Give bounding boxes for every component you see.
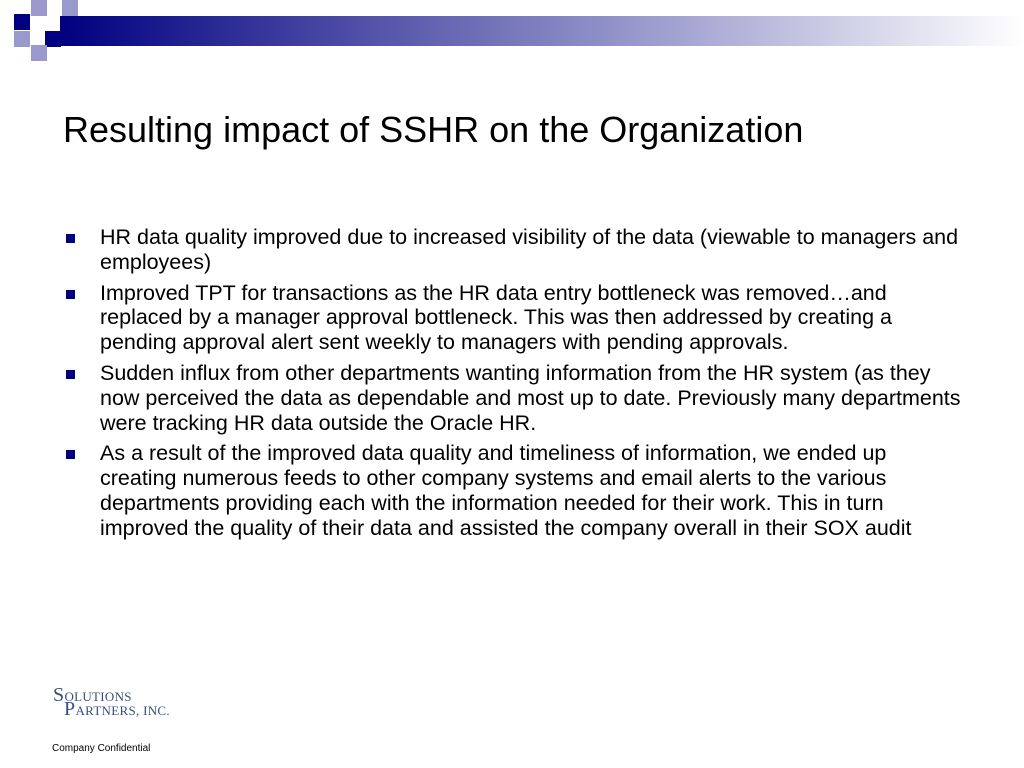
bullet-item (64, 225, 964, 275)
bullet-item (64, 361, 964, 435)
square-bullet-icon (66, 370, 75, 379)
header-square-light-2 (62, 0, 78, 16)
logo-text-partners: ARTNERS, INC. (75, 703, 170, 718)
header-square-dark-1 (14, 14, 30, 30)
square-bullet-icon (66, 234, 75, 243)
bullet-item (64, 281, 964, 355)
logo-initial-s: S (53, 684, 65, 706)
logo-initial-p: P (64, 698, 76, 720)
bullet-text: Improved TPT for transactions as the HR data entry bottleneck was removed…and replaced by a manager approval bottleneck. This was then addressed by creating a pending approval alert sent weekly to managers with pending approvals. (100, 280, 892, 355)
bullet-text: As a result of the improved data quality and timeliness of information, we ended up creating numerous feeds to other company systems and email alerts to the various departments providing each with the information needed for their work. This in turn improved the quality of their data and assisted the company overall in their SOX audit (100, 441, 912, 540)
company-logo (53, 682, 203, 722)
header-square-dark-2 (45, 31, 61, 47)
bullet-text: Sudden influx from other departments wanting information from the HR system (as they now perceived the data as dependable and most up to date. Previously many departments were tracking HR data outside the Oracle HR. (100, 360, 961, 435)
square-bullet-icon (66, 290, 75, 299)
logo-line-partners (64, 698, 170, 721)
header-gradient-band (60, 16, 1024, 46)
header-decoration (0, 0, 1024, 70)
bullet-list (64, 225, 964, 547)
bullet-item (64, 441, 964, 540)
slide-title: Resulting impact of SSHR on the Organization (63, 109, 804, 150)
header-square-light-4 (31, 45, 47, 61)
header-square-light-3 (14, 31, 30, 47)
square-bullet-icon (66, 450, 75, 459)
logo-text-solutions: OLUTIONS (64, 689, 132, 704)
bullet-text: HR data quality improved due to increased visibility of the data (viewable to managers and employees) (100, 225, 959, 274)
header-square-light-1 (31, 0, 47, 16)
footer-confidential: Company Confidential (52, 743, 151, 754)
